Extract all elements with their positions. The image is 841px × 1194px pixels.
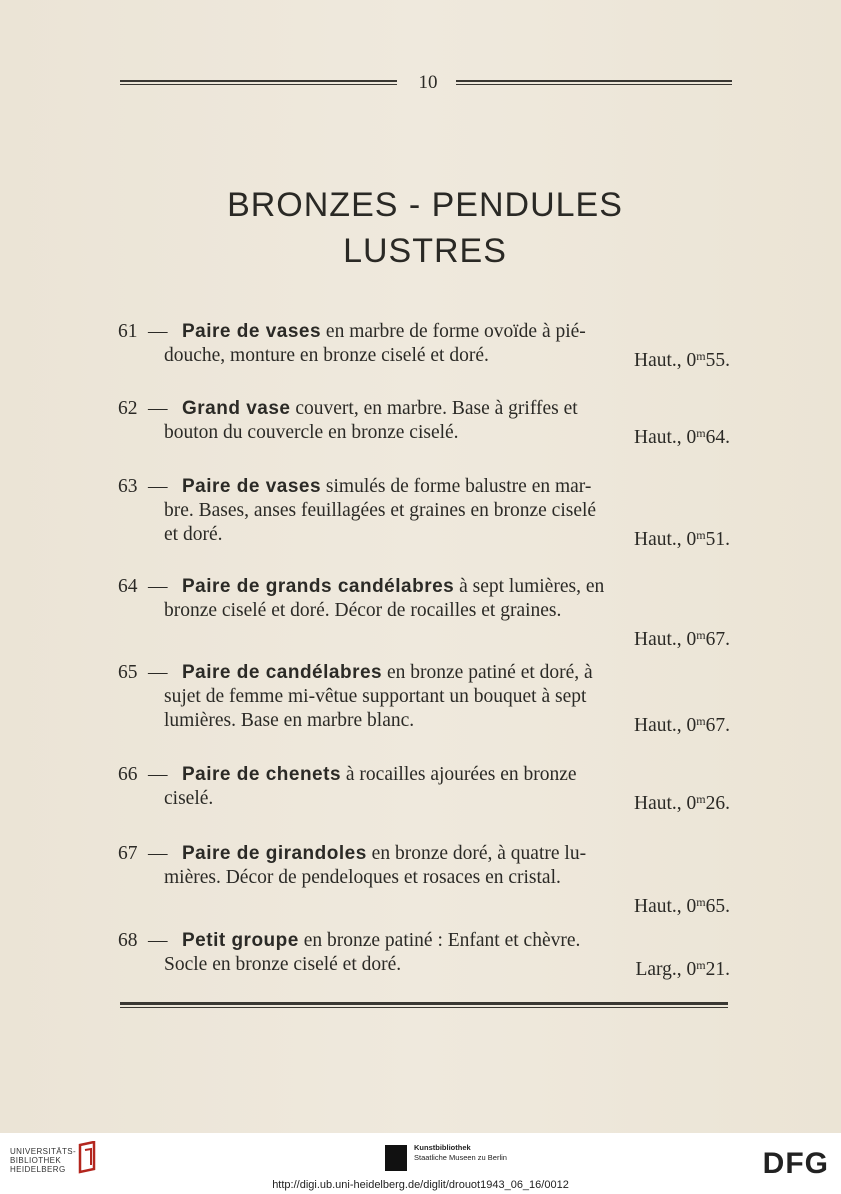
lot-name: Grand vase bbox=[182, 398, 291, 419]
lot-entry bbox=[118, 320, 730, 371]
page-header bbox=[120, 72, 732, 96]
section-title: BRONZES - PENDULES bbox=[227, 186, 623, 224]
lot-number: 61 bbox=[118, 321, 138, 342]
dimension-label: Haut., 0 bbox=[634, 896, 697, 917]
lot-number: 66 bbox=[118, 764, 138, 785]
dimension-label: Haut., 0 bbox=[634, 350, 697, 371]
lot-entry bbox=[118, 661, 730, 736]
lot-dimension bbox=[634, 890, 730, 919]
dimension-label: Larg., 0 bbox=[635, 959, 697, 980]
lot-description: couvert, en marbre. Base à griffes et bbox=[295, 398, 578, 419]
lot-dimension bbox=[634, 623, 730, 652]
lot-dimension bbox=[635, 953, 730, 982]
kunstbibliothek-label bbox=[414, 1143, 507, 1163]
lot-dash: — bbox=[148, 662, 168, 683]
lot-number: 68 bbox=[118, 930, 138, 951]
lot-description: et doré. bbox=[164, 524, 223, 545]
footer-rule bbox=[120, 1002, 728, 1008]
university-line: BIBLIOTHEK bbox=[10, 1156, 62, 1165]
dimension-label: Haut., 0 bbox=[634, 629, 697, 650]
page-number: 10 bbox=[418, 72, 438, 93]
dimension-value: 21. bbox=[705, 959, 730, 980]
dimension-value: 55. bbox=[705, 350, 730, 371]
lot-number: 64 bbox=[118, 576, 138, 597]
lot-entry bbox=[118, 763, 730, 814]
lot-description: en bronze doré, à quatre lu- bbox=[371, 843, 587, 864]
dimension-value: 67. bbox=[705, 715, 730, 736]
lot-entry bbox=[118, 575, 730, 650]
lot-description: lumières. Base en marbre blanc. bbox=[164, 710, 415, 731]
lot-dimension bbox=[634, 709, 730, 738]
lot-description: bre. Bases, anses feuillagées et graines en bronze ciselé bbox=[164, 500, 597, 521]
lot-description: en bronze patiné et doré, à bbox=[386, 662, 593, 683]
lot-description: en marbre de forme ovoïde à pié- bbox=[325, 321, 586, 342]
meter-unit: m bbox=[696, 714, 706, 728]
lot-dash: — bbox=[148, 764, 168, 785]
dimension-label: Haut., 0 bbox=[634, 715, 697, 736]
lot-number: 67 bbox=[118, 843, 138, 864]
lot-entry bbox=[118, 842, 730, 917]
lot-dimension bbox=[634, 344, 730, 373]
lot-entry bbox=[118, 397, 730, 448]
lot-name: Paire de girandoles bbox=[182, 843, 367, 864]
lot-description: ciselé. bbox=[164, 788, 214, 809]
lot-description: douche, monture en bronze ciselé et doré. bbox=[164, 345, 489, 366]
university-library-label bbox=[10, 1147, 76, 1174]
lot-description: sujet de femme mi-vêtue supportant un bouquet à sept bbox=[164, 686, 587, 707]
lot-dash: — bbox=[148, 476, 168, 497]
lot-dash: — bbox=[148, 398, 168, 419]
lot-dash: — bbox=[148, 930, 168, 951]
lot-entry bbox=[118, 929, 730, 980]
lot-number: 62 bbox=[118, 398, 138, 419]
lot-number: 63 bbox=[118, 476, 138, 497]
lot-name: Paire de chenets bbox=[182, 764, 342, 785]
dfg-logo: DFG bbox=[762, 1147, 829, 1180]
dimension-value: 64. bbox=[705, 427, 730, 448]
dimension-value: 51. bbox=[705, 529, 730, 550]
lot-dimension bbox=[634, 523, 730, 552]
kb-title: Kunstbibliothek bbox=[414, 1143, 471, 1152]
university-logo-icon bbox=[76, 1141, 98, 1175]
lot-description: à rocailles ajourées en bronze bbox=[345, 764, 577, 785]
dimension-label: Haut., 0 bbox=[634, 427, 697, 448]
lot-description: mières. Décor de pendeloques et rosaces en cristal. bbox=[164, 867, 561, 888]
section-subtitle: LUSTRES bbox=[343, 232, 507, 270]
dimension-value: 67. bbox=[705, 629, 730, 650]
kb-subtitle: Staatliche Museen zu Berlin bbox=[414, 1153, 507, 1162]
lot-name: Petit groupe bbox=[182, 930, 299, 951]
dimension-value: 65. bbox=[705, 896, 730, 917]
lot-entry bbox=[118, 475, 730, 550]
university-line: HEIDELBERG bbox=[10, 1165, 66, 1174]
header-rule-left bbox=[120, 80, 397, 85]
lot-description: simulés de forme balustre en mar- bbox=[325, 476, 592, 497]
meter-unit: m bbox=[696, 958, 706, 972]
header-rule-right bbox=[456, 80, 732, 85]
dimension-value: 26. bbox=[705, 793, 730, 814]
lot-description: bouton du couvercle en bronze ciselé. bbox=[164, 422, 459, 443]
lot-dash: — bbox=[148, 576, 168, 597]
source-url[interactable]: http://digi.ub.uni-heidelberg.de/diglit/drouot1943_06_16/0012 bbox=[272, 1179, 569, 1191]
university-line: UNIVERSITÄTS- bbox=[10, 1147, 77, 1156]
lot-number: 65 bbox=[118, 662, 138, 683]
meter-unit: m bbox=[696, 528, 706, 542]
lot-dimension bbox=[634, 787, 730, 816]
kunstbibliothek-logo-icon bbox=[385, 1145, 407, 1171]
meter-unit: m bbox=[696, 628, 706, 642]
lot-name: Paire de vases bbox=[182, 321, 322, 342]
meter-unit: m bbox=[696, 426, 706, 440]
dimension-label: Haut., 0 bbox=[634, 793, 697, 814]
lot-description: Socle en bronze ciselé et doré. bbox=[164, 954, 402, 975]
lot-name: Paire de grands candélabres bbox=[182, 576, 455, 597]
lot-dash: — bbox=[148, 843, 168, 864]
digitization-footer bbox=[0, 1133, 841, 1194]
meter-unit: m bbox=[696, 792, 706, 806]
meter-unit: m bbox=[696, 895, 706, 909]
lot-description: à sept lumières, en bbox=[459, 576, 605, 597]
lot-dash: — bbox=[148, 321, 168, 342]
lot-description: bronze ciselé et doré. Décor de rocailles et graines. bbox=[164, 600, 562, 621]
lot-name: Paire de candélabres bbox=[182, 662, 383, 683]
lot-name: Paire de vases bbox=[182, 476, 322, 497]
lot-description: en bronze patiné : Enfant et chèvre. bbox=[303, 930, 581, 951]
dimension-label: Haut., 0 bbox=[634, 529, 697, 550]
meter-unit: m bbox=[696, 349, 706, 363]
lot-dimension bbox=[634, 421, 730, 450]
